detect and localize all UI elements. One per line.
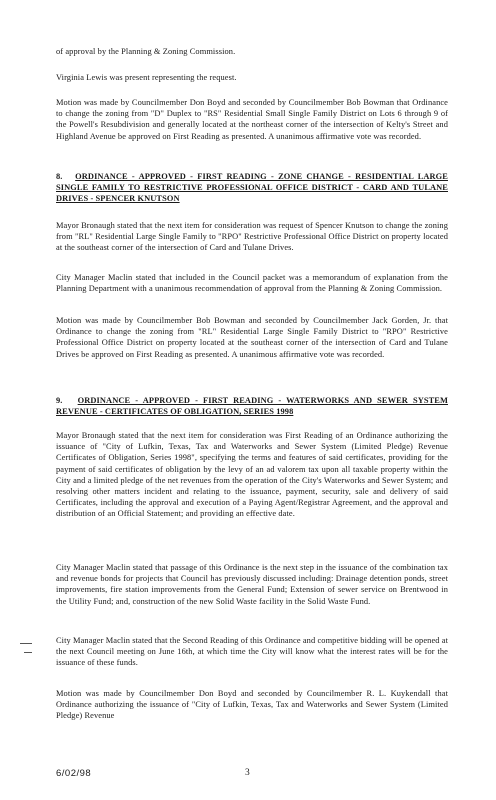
margin-scan-mark: [20, 643, 32, 644]
paragraph-motion-knutson: Motion was made by Councilmember Bob Bowman and seconded by Councilmember Jack Gorden, Jr. that Ordinance to change the zoning from "RL" Residential Large Single Family District to "RPO" Restrictive Professional Office District on property located at the southeast corner of the intersection of Card and Tulane Drives be approved on First Reading as presented. A unanimous affirmative vote was recorded.: [56, 316, 448, 359]
paragraph-maclin-combination-bonds: City Manager Maclin stated that passage of this Ordinance is the next step in the issuance of the combination tax and revenue bonds for projects that Council has previously discussed including: Drainage detention ponds, street improvements, fire station improvements from the General Fund; Extension of sewer service on Brentwood in the Utility Fund; and, construction of the new Solid Waste facility in the Solid Waste Fund.: [56, 563, 448, 606]
paragraph-approval-continuation: of approval by the Planning & Zoning Commission.: [56, 47, 236, 56]
agenda-title-9: ORDINANCE - APPROVED - FIRST READING - WATERWORKS AND SEWER SYSTEM REVENUE - CERTIFICATES OF OBLIGATION, SERIES 1998: [56, 396, 448, 417]
margin-scan-mark: [24, 652, 32, 653]
paragraph-mayor-knutson-request: Mayor Bronaugh stated that the next item for consideration was request of Spencer Knutson to change the zoning from "RL" Residential Large Single Family to "RPO" Restrictive Professional Office District on property located at the southeast corner of the intersection of Card and Tulane Drives.: [56, 221, 448, 253]
footer-date: 6/02/98: [56, 768, 92, 779]
paragraph-motion-certificates: Motion was made by Councilmember Don Boyd and seconded by Councilmember R. L. Kuykendall that Ordinance authorizing the issuance of "City of Lufkin, Texas, Tax and Waterworks and Sewer System (Limited Pledge) Revenue: [56, 689, 448, 721]
paragraph-maclin-memorandum: City Manager Maclin stated that included in the Council packet was a memorandum of explanation from the Planning Department with a unanimous recommendation of approval from the Planning & Zoning Commission.: [56, 273, 448, 294]
footer-page-number: 3: [245, 768, 250, 778]
agenda-heading-8: [56, 171, 448, 205]
agenda-number-9: 9.: [56, 396, 63, 405]
agenda-heading-9: [56, 395, 448, 417]
agenda-number-8: 8.: [56, 172, 63, 181]
agenda-title-8: ORDINANCE - APPROVED - FIRST READING - ZONE CHANGE - RESIDENTIAL LARGE SINGLE FAMILY TO RESTRICTIVE PROFESSIONAL OFFICE DISTRICT - CARD AND TULANE DRIVES - SPENCER KNUTSON: [56, 172, 448, 204]
paragraph-virginia-lewis: Virginia Lewis was present representing the request.: [56, 73, 237, 82]
paragraph-maclin-second-reading: City Manager Maclin stated that the Second Reading of this Ordinance and competitive bidding will be opened at the next Council meeting on June 16th, at which time the City will know what the interest rates will be for the issuance of these funds.: [56, 636, 448, 668]
paragraph-motion-powell-resubdivision: Motion was made by Councilmember Don Boyd and seconded by Councilmember Bob Bowman that Ordinance to change the zoning from "D" Duplex to "RS" Residential Small Single Family District on Lots 6 through 9 of the Powell's Resubdivision and generally located at the northeast corner of the intersection of Kelty's Street and Highland Avenue be approved on First Reading as presented. A unanimous affirmative vote was recorded.: [56, 98, 448, 141]
paragraph-mayor-certificates-ordinance: Mayor Bronaugh stated that the next item for consideration was First Reading of an Ordinance authorizing the issuance of "City of Lufkin, Texas, Tax and Waterworks and Sewer System (Limited Pledge) Revenue Certificates of Obligation, Series 1998", specifying the terms and features of said certificates, providing for the payment of said certificates of obligation by the levy of an ad valorem tax upon all taxable property within the City and a limited pledge of the net revenues from the operation of the City's Waterworks and Sewer System; and resolving other matters incident and relating to the issuance, payment, security, sale and delivery of said Certificates, including the approval and execution of a Paying Agent/Registrar Agreement, and the approval and distribution of an Official Statement; and providing an effective date.: [56, 431, 448, 519]
